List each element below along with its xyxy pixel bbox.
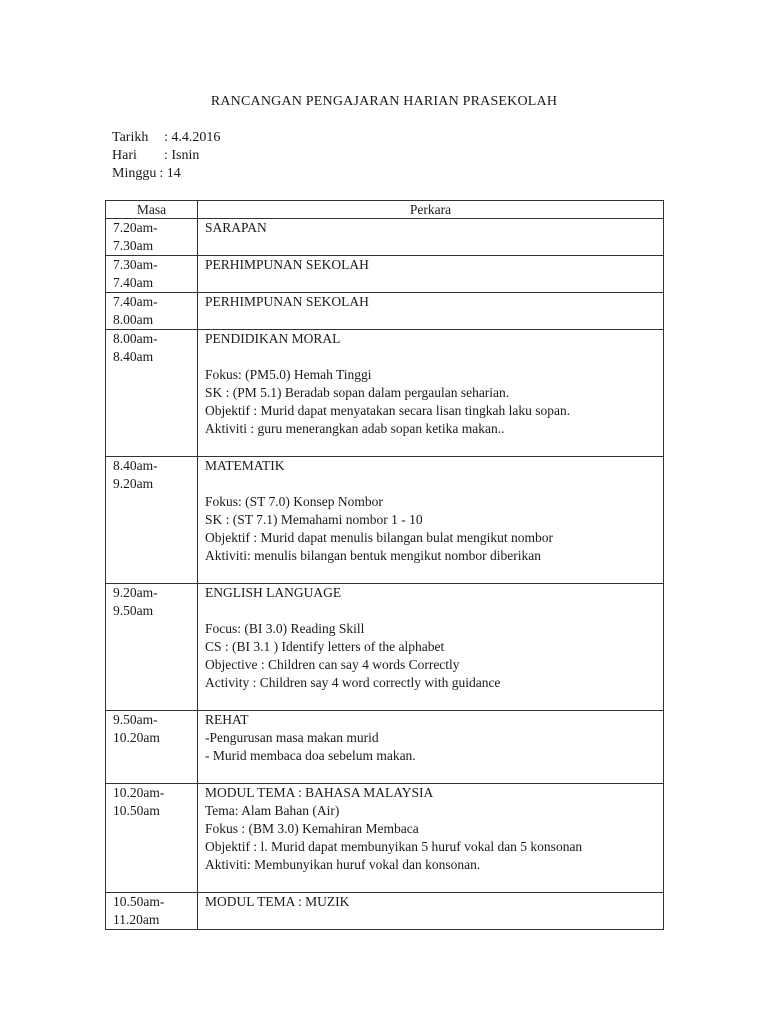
time-cell	[106, 457, 198, 584]
time-cell	[106, 293, 198, 330]
activity-cell	[198, 330, 664, 457]
activity-line	[205, 874, 663, 892]
time-line: 8.00am-	[113, 331, 158, 346]
activity-cell	[198, 457, 664, 584]
activity-line	[205, 438, 663, 456]
activity-heading: MATEMATIK	[205, 458, 285, 473]
meta-value: : 14	[159, 166, 181, 181]
time-line: 9.20am	[113, 476, 154, 491]
time-line: 8.00am	[113, 312, 154, 327]
time-line: 10.50am-	[113, 894, 165, 909]
meta-row-date	[112, 129, 220, 147]
time-line: 10.20am-	[113, 785, 165, 800]
time-cell	[106, 711, 198, 784]
activity-heading: REHAT	[205, 712, 249, 727]
activity-heading: PERHIMPUNAN SEKOLAH	[205, 294, 369, 309]
activity-line: Fokus: (ST 7.0) Konsep Nombor	[205, 494, 383, 509]
activity-line	[205, 565, 663, 583]
table-row	[106, 256, 664, 293]
table-header-row	[106, 201, 664, 219]
time-line: 11.20am	[113, 912, 160, 927]
activity-line	[205, 765, 663, 783]
schedule-body	[106, 219, 664, 930]
lesson-meta	[112, 129, 220, 183]
time-line: 7.30am-	[113, 257, 158, 272]
activity-cell	[198, 256, 664, 293]
activity-line: - Murid membaca doa sebelum makan.	[205, 748, 416, 763]
activity-line: Objective : Children can say 4 words Correctly	[205, 657, 460, 672]
activity-line: Objektif : Murid dapat menyatakan secara lisan tingkah laku sopan.	[205, 403, 571, 418]
time-line: 10.20am	[113, 730, 160, 745]
meta-value: : Isnin	[164, 148, 200, 163]
time-line: 9.50am	[113, 603, 154, 618]
activity-line	[205, 602, 663, 620]
time-line: 7.40am-	[113, 294, 158, 309]
time-cell	[106, 219, 198, 256]
table-row	[106, 893, 664, 930]
time-line: 8.40am	[113, 349, 154, 364]
table-row	[106, 584, 664, 711]
schedule-table	[105, 200, 664, 930]
activity-line: Objektif : Murid dapat menulis bilangan bulat mengikut nombor	[205, 530, 553, 545]
activity-cell	[198, 893, 664, 930]
time-cell	[106, 330, 198, 457]
time-line: 7.40am	[113, 275, 154, 290]
activity-line	[205, 692, 663, 710]
activity-heading: PERHIMPUNAN SEKOLAH	[205, 257, 369, 272]
meta-key: Tarikh	[112, 130, 149, 145]
table-row	[106, 293, 664, 330]
time-line: 7.30am	[113, 238, 154, 253]
meta-key: Hari	[112, 148, 137, 163]
table-row	[106, 711, 664, 784]
time-cell	[106, 256, 198, 293]
activity-heading: PENDIDIKAN MORAL	[205, 331, 341, 346]
time-line: 7.20am-	[113, 220, 158, 235]
activity-heading: MODUL TEMA : MUZIK	[205, 894, 350, 909]
time-line: 8.40am-	[113, 458, 158, 473]
table-row	[106, 784, 664, 893]
activity-heading: MODUL TEMA : BAHASA MALAYSIA	[205, 785, 434, 800]
time-line: 9.20am-	[113, 585, 158, 600]
activity-line: Aktiviti: menulis bilangan bentuk mengikut nombor diberikan	[205, 548, 541, 563]
activity-line: Aktiviti: Membunyikan huruf vokal dan konsonan.	[205, 857, 481, 872]
activity-line: Activity : Children say 4 word correctly with guidance	[205, 675, 501, 690]
activity-cell	[198, 293, 664, 330]
activity-line: Fokus: (PM5.0) Hemah Tinggi	[205, 367, 372, 382]
activity-cell	[198, 711, 664, 784]
activity-line	[205, 348, 663, 366]
activity-line: SK : (PM 5.1) Beradab sopan dalam pergaulan seharian.	[205, 385, 510, 400]
time-cell	[106, 784, 198, 893]
meta-row-day	[112, 147, 220, 165]
meta-row-week	[112, 165, 220, 183]
table-row	[106, 330, 664, 457]
activity-line: CS : (BI 3.1 ) Identify letters of the alphabet	[205, 639, 445, 654]
activity-line	[205, 475, 663, 493]
time-cell	[106, 893, 198, 930]
activity-cell	[198, 784, 664, 893]
table-row	[106, 457, 664, 584]
activity-line: Focus: (BI 3.0) Reading Skill	[205, 621, 365, 636]
activity-cell	[198, 584, 664, 711]
time-cell	[106, 584, 198, 711]
activity-line: -Pengurusan masa makan murid	[205, 730, 379, 745]
document-title: RANCANGAN PENGAJARAN HARIAN PRASEKOLAH	[210, 94, 558, 109]
time-line: 10.50am	[113, 803, 160, 818]
header-masa: Masa	[106, 201, 198, 219]
activity-line: Objektif : l. Murid dapat membunyikan 5 huruf vokal dan 5 konsonan	[205, 839, 583, 854]
activity-line: Fokus : (BM 3.0) Kemahiran Membaca	[205, 821, 419, 836]
activity-line: SK : (ST 7.1) Memahami nombor 1 - 10	[205, 512, 423, 527]
table-row	[106, 219, 664, 256]
meta-value: : 4.4.2016	[164, 130, 221, 145]
activity-cell	[198, 219, 664, 256]
activity-heading: ENGLISH LANGUAGE	[205, 585, 342, 600]
header-perkara: Perkara	[198, 201, 664, 219]
activity-line: Aktiviti : guru menerangkan adab sopan ketika makan..	[205, 421, 505, 436]
time-line: 9.50am-	[113, 712, 158, 727]
activity-heading: SARAPAN	[205, 220, 267, 235]
meta-key: Minggu	[112, 166, 157, 181]
activity-line: Tema: Alam Bahan (Air)	[205, 803, 340, 818]
